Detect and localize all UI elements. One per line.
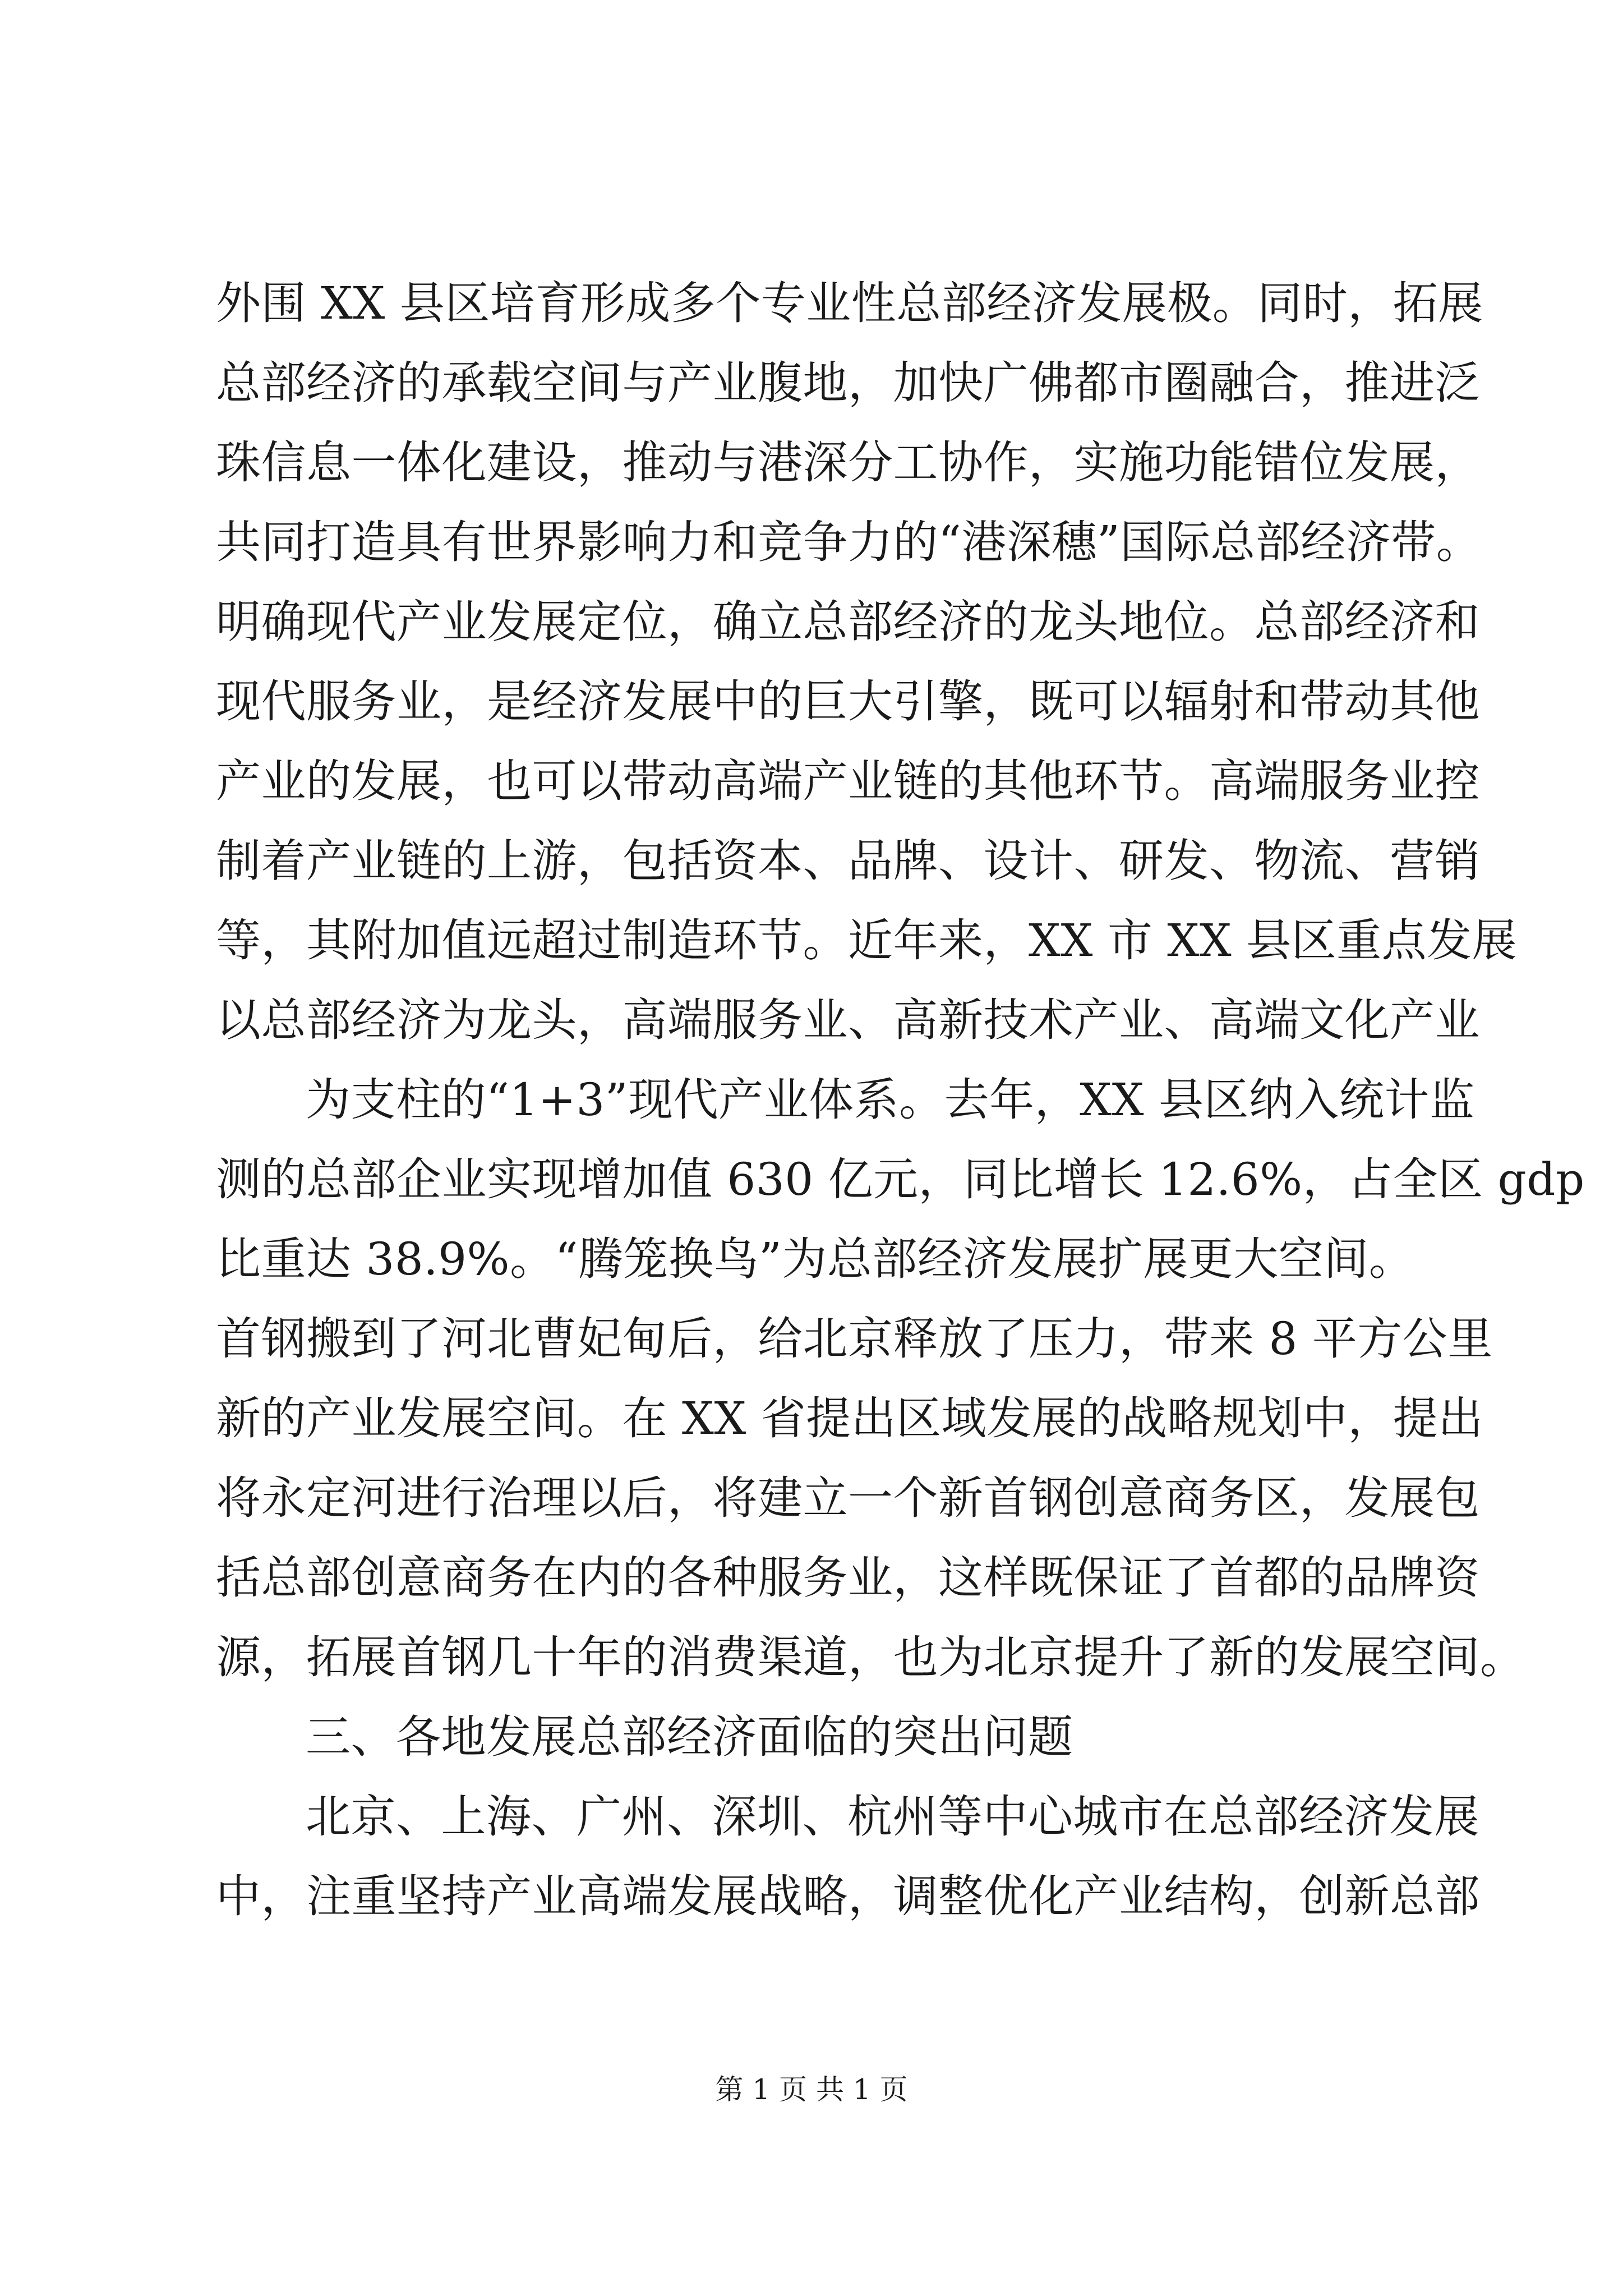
text-line: 比重达 38.9%。“腾笼换鸟”为总部经济发展扩展更大空间。	[216, 1233, 1414, 1285]
text-line: 共同打造具有世界影响力和竞争力的“港深穗”国际总部经济带。	[216, 516, 1482, 568]
text-line: 源，拓展首钢几十年的消费渠道，也为北京提升了新的发展空间。	[216, 1631, 1525, 1683]
text-line: 测的总部企业实现增加值 630 亿元，同比增长 12.6%，占全区 gdp	[216, 1153, 1585, 1205]
text-line: 将永定河进行治理以后，将建立一个新首钢创意商务区，发展包	[216, 1472, 1480, 1524]
text-line: 中，注重坚持产业高端发展战略，调整优化产业结构，创新总部	[216, 1870, 1480, 1922]
text-line: 明确现代产业发展定位，确立总部经济的龙头地位。总部经济和	[216, 596, 1480, 648]
text-line: 产业的发展，也可以带动高端产业链的其他环节。高端服务业控	[216, 755, 1480, 807]
text-line: 等，其附加值远超过制造环节。近年来，XX 市 XX 县区重点发展	[216, 914, 1518, 967]
text-line: 以总部经济为龙头，高端服务业、高新技术产业、高端文化产业	[216, 994, 1480, 1046]
paragraph-start-line: 为支柱的“1+3”现代产业体系。去年，XX 县区纳入统计监	[306, 1074, 1475, 1126]
text-line: 制着产业链的上游，包括资本、品牌、设计、研发、物流、营销	[216, 835, 1480, 887]
text-line: 新的产业发展空间。在 XX 省提出区域发展的战略规划中，提出	[216, 1392, 1483, 1444]
body-text	[216, 264, 1585, 1936]
page-footer: 第 1 页 共 1 页	[715, 2073, 908, 2106]
text-line: 外围 XX 县区培育形成多个专业性总部经济发展极。同时，拓展	[216, 277, 1483, 329]
section-heading: 三、各地发展总部经济面临的突出问题	[306, 1711, 1073, 1763]
paragraph-start-line: 北京、上海、广州、深圳、杭州等中心城市在总部经济发展	[306, 1791, 1479, 1843]
text-line: 括总部创意商务在内的各种服务业，这样既保证了首都的品牌资	[216, 1552, 1480, 1604]
text-line: 总部经济的承载空间与产业腹地，加快广佛都市圈融合，推进泛	[216, 357, 1480, 409]
text-line: 现代服务业，是经济发展中的巨大引擎，既可以辐射和带动其他	[216, 675, 1480, 728]
text-line: 首钢搬到了河北曹妃甸后，给北京释放了压力，带来 8 平方公里	[216, 1313, 1493, 1365]
text-line: 珠信息一体化建设，推动与港深分工协作，实施功能错位发展，	[216, 436, 1480, 489]
